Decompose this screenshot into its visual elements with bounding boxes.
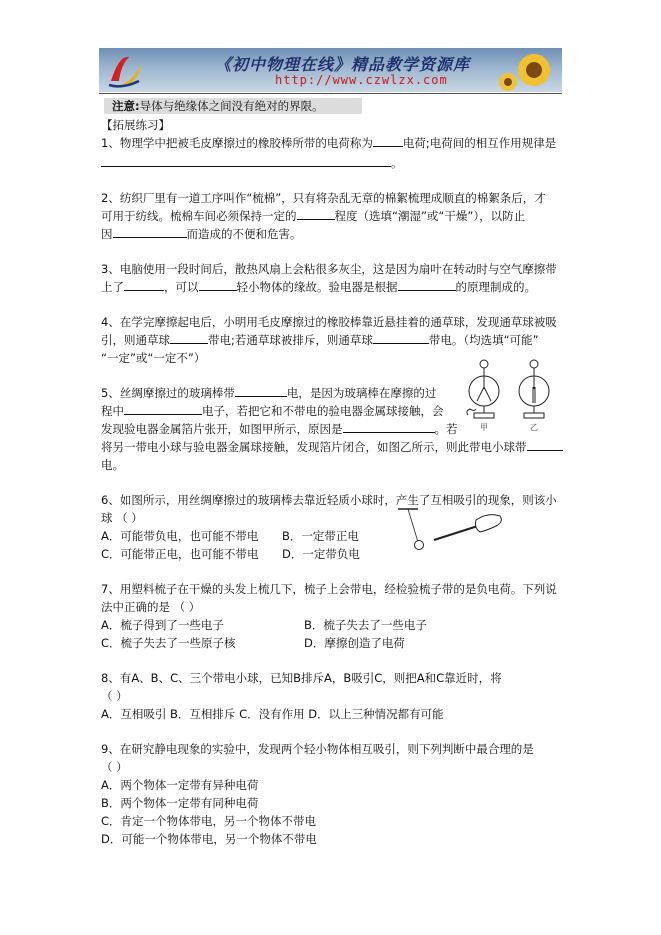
q6-option-b[interactable]: B．一定带正电 [282,529,359,543]
q5-blank-4[interactable] [527,438,563,451]
q5-text-b: 电，是因为玻璃棒在摩擦的过 [286,386,437,400]
q4-line1: 4、在学完摩擦起电后，小明用毛皮摩擦过的橡胶棒靠近悬挂着的通草球，发现通草球被吸 [101,315,557,329]
q3-text-c: 轻小物体的缘故。验电器是根据 [236,280,398,294]
banner-title: 《初中物理在线》精品教学资源库 [215,55,471,74]
q2-blank-1[interactable] [297,207,335,220]
banner-divider [99,93,562,94]
q2-line1: 2、纺织厂里有一道工序叫作“梳棉”，只有将杂乱无章的棉絮梳理成顺直的棉絮条后，才 [101,191,546,205]
q7-option-b[interactable]: B．梳子失去了一些电子 [304,618,427,632]
q7-line2: 法中正确的是 （ ） [101,600,201,614]
q6-option-c[interactable]: C．可能带正电，也可能不带电 [101,547,259,561]
sunflower-icon [494,48,560,92]
q9-option-b[interactable]: B．两个物体一定带有同种电荷 [101,796,259,810]
q8-line1: 8、有A、B、C、三个带电小球，已知B排斥A，B吸引C，则把A和C靠近时，将 [101,671,502,685]
q9-option-c[interactable]: C．肯定一个物体带电，另一个物体不带电 [101,814,317,828]
q6-line1: 6、如图所示，用丝绸摩擦过的玻璃棒去靠近轻质小球时，产生了互相吸引的现象，则该小 [101,493,557,507]
q5-text-e: 发现验电器金属箔片张开，如图甲所示，原因是 [101,422,343,436]
q9-option-d[interactable]: D．可能一个物体带电，另一个物体不带电 [101,832,317,846]
q1-line2 [101,154,403,172]
electroscope-a-icon [467,360,499,418]
q4-text-c: 带电。（均选填“可能” [428,333,539,347]
q8-options[interactable]: A．互相吸引 B．互相排斥 C．没有作用 D．以上三种情况都有可能 [101,707,444,721]
q9-option-a[interactable]: A．两个物体一定带有异种电荷 [101,778,259,792]
q4-blank-2[interactable] [373,331,429,344]
q2-text-a: 可用于纺线。梳棉车间必须保持一定的 [101,209,297,223]
note-text: 导体与绝缘体之间没有绝对的界限。 [139,99,324,113]
q5-text-a: 5、丝绸摩擦过的玻璃棒带 [101,386,235,400]
banner-url: http://www.czwlzx.com [275,73,448,87]
q5-line2 [101,402,444,420]
q3-blank-3[interactable] [398,278,456,291]
header-banner [99,48,562,92]
figure-label-a: 甲 [480,423,488,432]
q7-option-c[interactable]: C．梳子失去了一些原子核 [101,636,236,650]
q5-text-f: 。若 [434,422,458,436]
q1-line1 [101,134,556,152]
q3-text-d: 的原理制成的。 [455,280,536,294]
q5-blank-3[interactable] [343,420,435,433]
glass-rod-figure [396,506,506,552]
q3-blank-2[interactable] [199,278,237,291]
hand-icon [476,515,502,532]
q3-line2 [101,278,536,296]
q4-text-a: 引，则通草球 [101,333,170,347]
q1-blank-1[interactable] [373,134,403,147]
q7-option-a[interactable]: A．梳子得到了一些电子 [101,618,224,632]
q5-text-d: 电子，若把它和不带电的验电器金属球接触，会 [202,404,444,418]
q5-line1 [101,384,436,402]
q5-text-g: 将另一带电小球与验电器金属球接触，发现箔片闭合，如图乙所示，则此带电小球带 [101,440,527,454]
q1-text-a: 1、物理学中把被毛皮摩擦过的橡胶棒所带的电荷称为 [101,136,373,150]
site-logo-icon [105,51,145,89]
q5-text-c: 程中 [101,404,124,418]
q3-blank-1[interactable] [124,278,164,291]
electroscope-b-icon [519,360,549,418]
q4-blank-1[interactable] [170,331,208,344]
q4-text-b: 带电;若通草球被排斥，则通草球 [208,333,373,347]
section-title: 【拓展练习】 [101,118,170,132]
light-ball-icon [415,541,424,550]
q8-line2: （ ） [101,689,128,703]
q9-line2: （ ） [101,760,128,774]
q6-option-d[interactable]: D．一定带负电 [282,547,360,561]
q2-text-c: 因 [101,227,113,241]
q1-blank-2[interactable] [101,154,391,167]
q1-text-b: 电荷;电荷间的相互作用规律是 [402,136,557,150]
q6-option-a[interactable]: A．可能带负电，也可能不带电 [101,529,259,543]
q4-line3: “一定”或“一定不”） [101,351,206,365]
q3-text-a: 上了 [101,280,124,294]
q7-line1: 7、用塑料梳子在干燥的头发上梳几下，梳子上会带电，经检验梳子带的是负电荷。下列说 [101,582,557,596]
q3-text-b: ，可以 [164,280,199,294]
note-label: 注意: [112,99,140,113]
note-box [104,98,362,114]
electroscope-figure [462,357,558,433]
q5-blank-1[interactable] [235,384,287,397]
q7-option-d[interactable]: D．摩擦创造了电荷 [304,636,405,650]
q9-line1: 9、在研究静电现象的实验中，发现两个轻小物体相互吸引，则下列判断中最合理的是 [101,742,534,756]
q4-line2 [101,331,539,349]
q2-line3 [101,225,302,243]
q5-line5: 电。 [101,458,124,472]
q2-text-d: 而造成的不便和危害。 [186,227,302,241]
q2-line2 [101,207,525,225]
q1-end: 。 [391,156,403,170]
q3-line1: 3、电脑使用一段时间后，散热风扇上会粘很多灰尘，这是因为扇叶在转动时与空气摩擦带 [101,262,557,276]
q5-line4 [101,438,563,456]
figure-label-b: 乙 [530,423,538,432]
q5-line3 [101,420,458,438]
q5-blank-2[interactable] [124,402,202,415]
q2-text-b: 程度（选填“潮湿”或“干燥”），以防止 [334,209,526,223]
string-icon [408,509,418,542]
q6-line2: 球 （ ） [101,511,143,525]
q2-blank-2[interactable] [113,225,187,238]
